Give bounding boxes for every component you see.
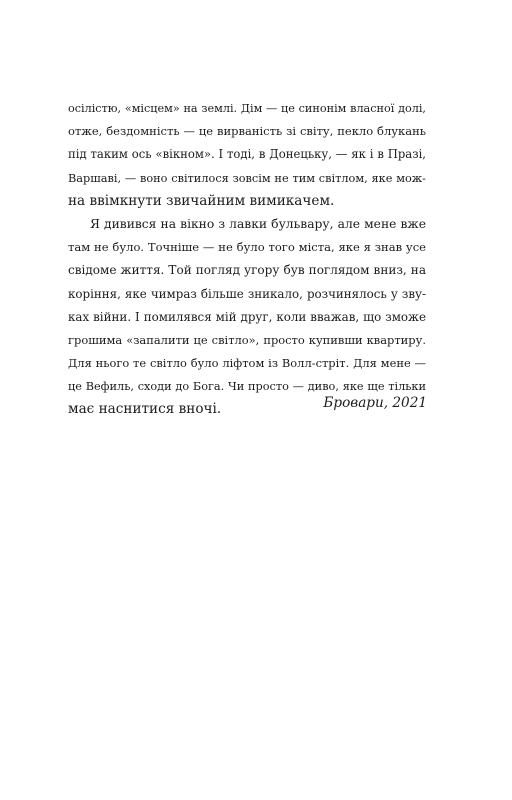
text-line: Варшаві, — воно світилося зовсім не тим світлом, яке мож- [68,171,426,185]
text-line: ках війни. І помилявся мій друг, коли вважав, що зможе [68,309,426,324]
text-line: Для нього те світло було ліфтом із Волл-стріт. Для мене — [68,356,426,371]
place-date-signature: Бровари, 2021 [323,395,427,411]
text-line: на ввімкнути звичайним вимикачем. [68,192,335,209]
text-line: під таким ось «вікном». І тоді, в Донецьку, — як і в Празі, [68,147,426,162]
paragraph-1 [68,97,426,213]
text-line: там не було. Точніше — не було того міста, яке я знав усе [68,240,426,255]
text-line: має наснитися вночі. [68,401,222,418]
text-line: це Вефиль, сходи до Бога. Чи просто — диво, яке ще тільки [68,380,426,394]
body-text [68,97,426,422]
text-line: осілістю, «місцем» на землі. Дім — це синонім власної долі, [68,102,426,115]
text-line: коріння, яке чимраз більше зникало, розчинялось у зву- [68,286,426,301]
text-line: Я дивився на вікно з лавки бульвару, але мене вже [90,216,426,231]
text-line: грошима «запалити це світло», просто купивши квартиру. [68,332,426,347]
text-line: отже, бездомність — це вирваність зі світу, пекло блукань [68,124,426,139]
paragraph-2 [68,213,426,422]
text-line: свідоме життя. Той погляд угору був поглядом вниз, на [68,263,426,278]
